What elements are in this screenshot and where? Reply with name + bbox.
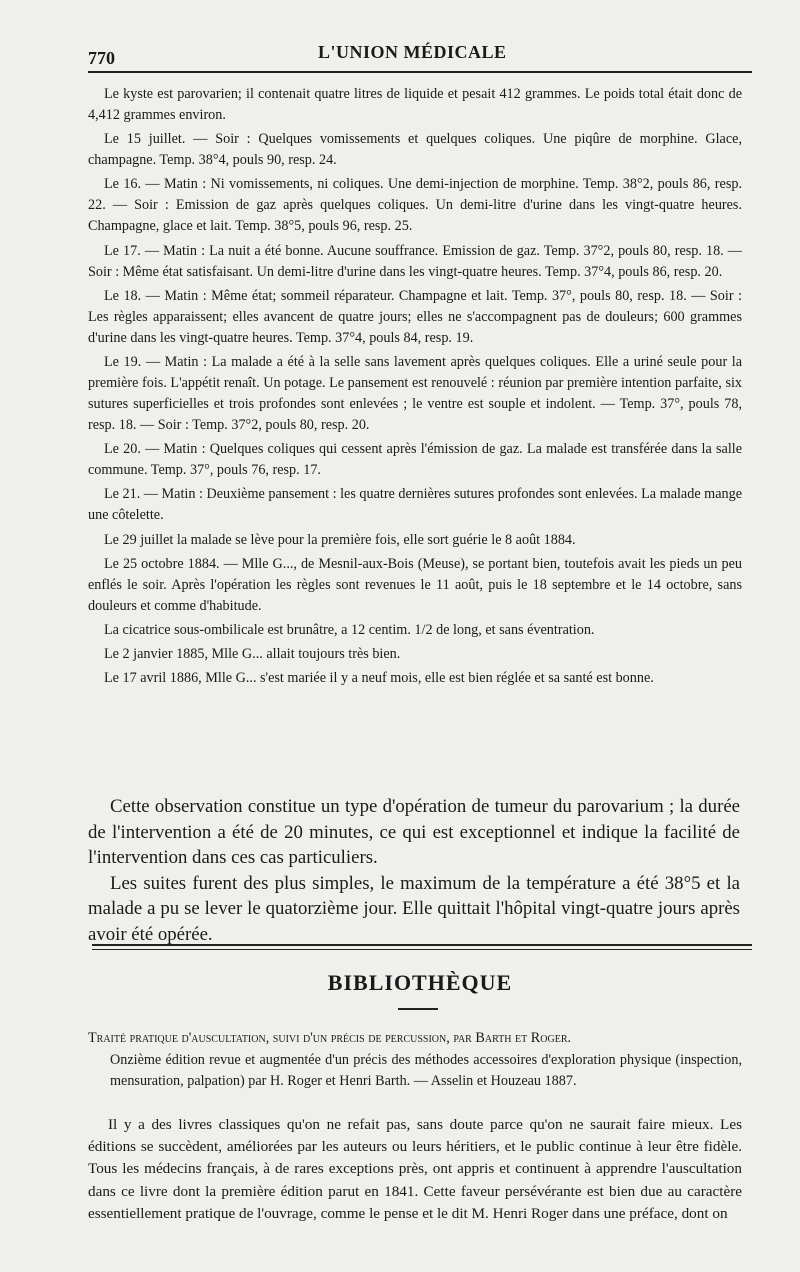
- running-title: L'UNION MÉDICALE: [318, 42, 507, 62]
- observation-paragraph: Le 15 juillet. — Soir : Quelques vomissements et quelques coliques. Une piqûre de morphine. Glace, champagne. Temp. 38°4, pouls 90, resp. 24.: [88, 131, 742, 169]
- section-rule-bottom: [92, 949, 752, 950]
- observation-paragraph: Le 17. — Matin : La nuit a été bonne. Aucune souffrance. Emission de gaz. Temp. 37°2, pouls 80, resp. 18. — Soir : Même état satisfaisant. Un demi-litre d'urine dans les vingt-quatre heures. Temp. 37°4, pouls 86, resp. 20.: [88, 242, 742, 280]
- bibliography-heading: BIBLIOTHÈQUE: [327, 970, 513, 995]
- observation-paragraph: Le 25 octobre 1884. — Mlle G..., de Mesnil-aux-Bois (Meuse), se portant bien, toutefois avait les pieds un peu enflés le soir. Après l'opération les règles sont revenues le 11 août, puis le 18 septembre et le 14 octobre, sans douleurs et comme d'habitude.: [88, 555, 742, 614]
- observation-paragraph: La cicatrice sous-ombilicale est brunâtre, a 12 centim. 1/2 de long, et sans éventration.: [104, 621, 595, 638]
- observation-paragraph: Le 29 juillet la malade se lève pour la première fois, elle sort guérie le 8 août 1884.: [104, 531, 576, 548]
- commentary-section: [88, 794, 740, 947]
- reference-title: Traité pratique d'auscultation, suivi d'un précis de percussion, par Barth et Roger.: [88, 1030, 572, 1046]
- page-header: [88, 40, 752, 70]
- observation-paragraph: Le 16. — Matin : Ni vomissements, ni coliques. Une demi-injection de morphine. Temp. 38°2, pouls 86, resp. 22. — Soir : Emission de gaz après quelques coliques. Un demi-litre d'urine dans les vingt-quatre heures. Champagne, glace et lait. Temp. 38°5, pouls 96, resp. 25.: [88, 176, 742, 235]
- observation-section: [88, 84, 742, 692]
- header-rule: [88, 71, 752, 73]
- page-number: 770: [88, 48, 115, 68]
- section-rule-top: [92, 944, 752, 946]
- book-reference: [88, 1028, 742, 1093]
- heading-underline: [398, 1008, 438, 1010]
- review-paragraph: Il y a des livres classiques qu'on ne refait pas, sans doute parce qu'on ne saurait faire mieux. Les éditions se succèdent, améliorées par les auteurs ou leurs héritiers, et le public continue à leur être fidèle. Tous les médecins français, à de rares exceptions près, ont appris et continuent à apprendre l'auscultation dans ce livre dont la première édition parut en 1841. Cette faveur persévérante est bien due au caractère essentiellement pratique de l'ouvrage, comme le pense et le dit M. Henri Roger dans une préface, dont on: [88, 1116, 742, 1222]
- observation-paragraph: Le 21. — Matin : Deuxième pansement : les quatre dernières sutures profondes sont enlevées. La malade mange une côtelette.: [88, 486, 742, 524]
- observation-paragraph: Le 19. — Matin : La malade a été à la selle sans lavement après quelques coliques. Elle a uriné seule pour la première fois. L'appétit renaît. Un potage. Le pansement est renouvelé : réunion par première intention parfaite, six sutures superficielles et trois profondes sont enlevées ; le ventre est souple et indolent. — Temp. 37°, pouls 78, resp. 18. — Soir : Temp. 37°2, pouls 80, resp. 20.: [88, 353, 742, 433]
- observation-paragraph: Le 18. — Matin : Même état; sommeil réparateur. Champagne et lait. Temp. 37°, pouls 80, resp. 18. — Soir : Les règles apparaissent; elles avancent de quatre jours; elles ne s'accompagnent pas de douleurs; 600 grammes d'urine dans les vingt-quatre heures. Temp. 37°4, pouls 84, resp. 19.: [88, 287, 742, 346]
- commentary-paragraph: Cette observation constitue un type d'opération de tumeur du parovarium ; la durée de l'intervention a été de 20 minutes, ce qui est exceptionnel et indique la facilité de l'intervention dans ces cas particuliers.: [88, 796, 740, 868]
- observation-paragraph: Le kyste est parovarien; il contenait quatre litres de liquide et pesait 412 grammes. Le poids total était donc de 4,412 grammes environ.: [88, 86, 742, 123]
- observation-paragraph: Le 17 avril 1886, Mlle G... s'est mariée il y a neuf mois, elle est bien réglée et sa santé est bonne.: [104, 670, 654, 687]
- commentary-paragraph: Les suites furent des plus simples, le maximum de la température a été 38°5 et la malade a pu se lever le quatorzième jour. Elle quittait l'hôpital vingt-quatre jours après avoir été opérée.: [88, 872, 740, 945]
- observation-paragraph: Le 20. — Matin : Quelques coliques qui cessent après l'émission de gaz. La malade est transférée dans la salle commune. Temp. 37°, pouls 76, resp. 17.: [88, 441, 742, 479]
- reference-details: Onzième édition revue et augmentée d'un précis des méthodes accessoires d'exploration physique (inspection, mensuration, palpation) par H. Roger et Henri Barth. — Asselin et Houzeau 1887.: [110, 1051, 742, 1089]
- review-section: [88, 1114, 742, 1225]
- observation-paragraph: Le 2 janvier 1885, Mlle G... allait toujours très bien.: [104, 646, 401, 663]
